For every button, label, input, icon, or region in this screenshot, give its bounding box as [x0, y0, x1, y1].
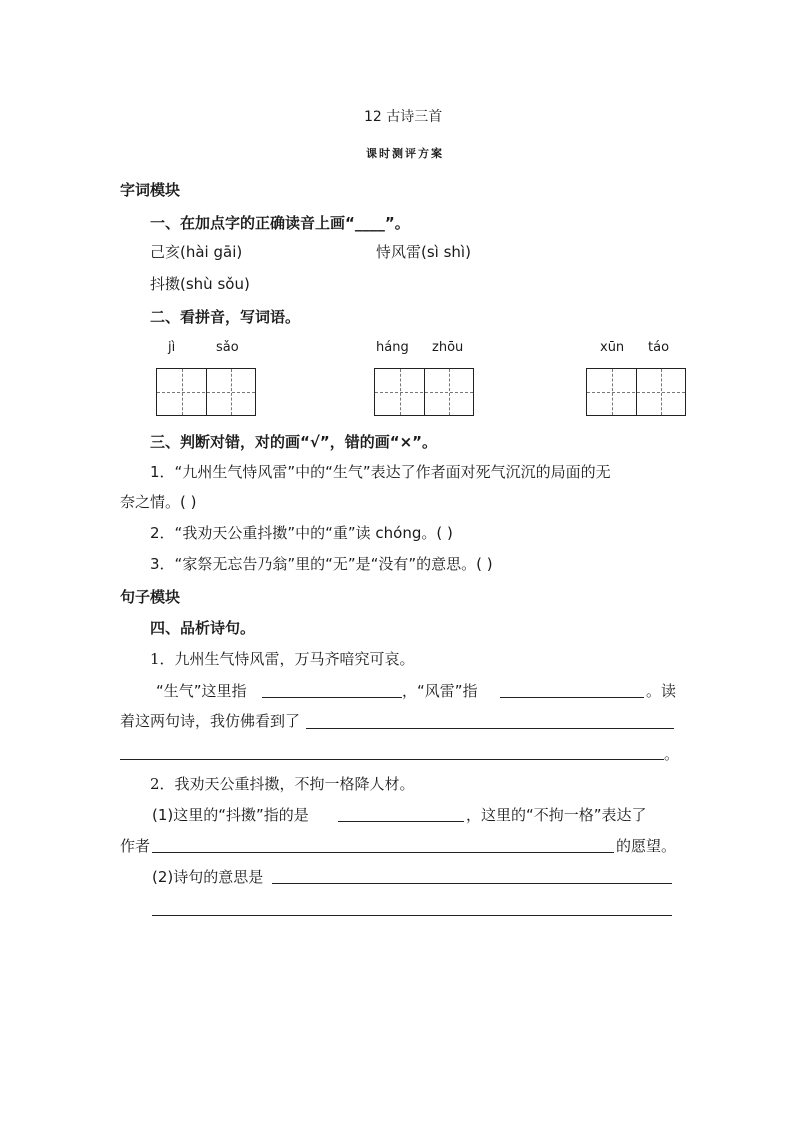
answer-blank-6[interactable]	[152, 852, 614, 853]
q4-poem-line-2: 2．我劝天公重抖擞，不拘一格降人材。	[150, 775, 415, 793]
pinyin-3b: táo	[648, 340, 670, 355]
pinyin-2a: háng	[376, 340, 409, 355]
page-subtitle: 课时测评方案	[366, 147, 444, 160]
pinyin-1b: sǎo	[216, 340, 239, 355]
q3-item-1-cont: 奈之情。( )	[120, 493, 197, 511]
section-heading-sentences: 句子模块	[120, 588, 181, 606]
pinyin-2b: zhōu	[432, 340, 464, 355]
question-2-heading: 二、看拼音，写词语。	[150, 308, 301, 326]
q4-p2-text-e: (2)诗句的意思是	[152, 868, 264, 886]
q4-p1-text-d: 着这两句诗，我仿佛看到了	[120, 712, 301, 730]
answer-blank-8[interactable]	[152, 915, 672, 916]
section-heading-vocabulary: 字词模块	[120, 181, 181, 199]
answer-blank-4[interactable]	[120, 759, 664, 760]
question-4-heading: 四、品析诗句。	[150, 619, 256, 637]
q4-p2-text-c: 作者	[120, 837, 151, 855]
pinyin-1a: jì	[168, 340, 176, 355]
q4-p2-text-a: (1)这里的“抖擞”指的是	[152, 806, 309, 824]
question-3-heading: 三、判断对错，对的画“√”，错的画“×”。	[150, 433, 438, 451]
writing-grid-1[interactable]	[156, 368, 256, 416]
answer-blank-3[interactable]	[306, 728, 674, 729]
writing-grid-2[interactable]	[374, 368, 474, 416]
q3-item-1: 1．“九州生气恃风雷”中的“生气”表达了作者面对死气沉沉的局面的无	[150, 463, 611, 481]
q3-item-3: 3．“家祭无忘告乃翁”里的“无”是“没有”的意思。( )	[150, 555, 493, 573]
writing-grid-3[interactable]	[586, 368, 686, 416]
q4-p2-text-d: 的愿望。	[616, 837, 677, 855]
q1-item-1: 己亥(hài gāi)	[150, 243, 243, 261]
answer-blank-1[interactable]	[262, 697, 402, 698]
page-title: 12 古诗三首	[364, 109, 443, 125]
q4-p1-text-e: 。	[664, 745, 680, 763]
q1-item-3: 抖擞(shù sǒu)	[150, 275, 250, 293]
q4-poem-line-1: 1．九州生气恃风雷，万马齐喑究可哀。	[150, 650, 415, 668]
answer-blank-7[interactable]	[272, 883, 672, 884]
answer-blank-5[interactable]	[338, 821, 464, 822]
pinyin-3a: xūn	[600, 340, 625, 355]
q4-p1-text-c: 。读	[646, 682, 677, 700]
question-1-heading: 一、在加点字的正确读音上画“____”。	[150, 214, 410, 232]
q4-p1-text-a: “生气”这里指	[156, 682, 247, 700]
q1-item-2: 恃风雷(sì shì)	[376, 243, 471, 261]
q4-p1-text-b: ，“风雷”指	[402, 682, 478, 700]
answer-blank-2[interactable]	[500, 697, 644, 698]
q3-item-2: 2．“我劝天公重抖擞”中的“重”读 chóng。( )	[150, 524, 453, 542]
q4-p2-text-b: ，这里的“不拘一格”表达了	[466, 806, 647, 824]
